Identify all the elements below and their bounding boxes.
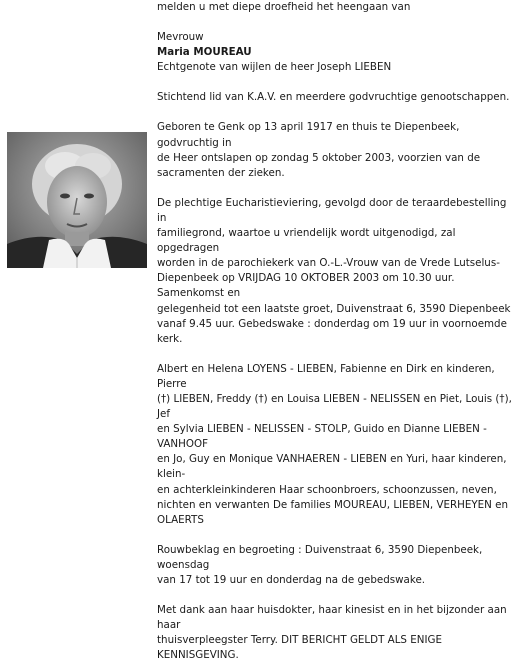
ceremony-paragraph [157,196,513,347]
thanks-line: thuisverpleegster Terry. DIT BERICHT GELDT ALS ENIGE KENNISGEVING. [157,634,442,662]
birth-paragraph [157,120,513,180]
family-line: en Jo, Guy en Monique VANHAEREN - LIEBEN en Yuri, haar kinderen, klein- [157,453,507,481]
ceremony-line: vanaf 9.45 uur. Gebedswake : donderdag om 19 uur in voornoemde kerk. [157,317,507,345]
family-line: Albert en Helena LOYENS - LIEBEN, Fabienne en Dirk en kinderen, Pierre [157,362,495,390]
family-paragraph [157,362,513,528]
condolence-line: van 17 tot 19 uur en donderdag na de gebedswake. [157,574,426,586]
salutation: Mevrouw [157,31,204,44]
portrait-photo [7,132,147,268]
family-line: nichten en verwanten De families MOUREAU, LIEBEN, VERHEYEN en [157,498,509,511]
birth-line: sacramenten der zieken. [157,166,285,179]
deceased-name: Maria MOUREAU [157,46,252,59]
ceremony-line: familiegrond, waartoe u vriendelijk wordt uitgenodigd, zal opgedragen [157,227,456,255]
founder-line: Stichtend lid van K.A.V. en meerdere godvruchtige genootschappen. [157,91,510,104]
family-line: (†) LIEBEN, Freddy (†) en Louisa LIEBEN - NELISSEN en Piet, Louis (†), Jef [157,392,512,421]
birth-line: de Heer ontslapen op zondag 5 oktober 2003, voorzien van de [157,151,481,164]
portrait-illustration [7,132,147,268]
thanks-paragraph [157,603,513,663]
condolence-paragraph [157,543,513,588]
birth-line: Geboren te Genk op 13 april 1917 en thuis te Diepenbeek, godvruchtig in [157,121,460,149]
ceremony-line: gelegenheid tot een laatste groet, Duivenstraat 6, 3590 Diepenbeek [157,302,511,315]
ceremony-line: worden in de parochiekerk van O.-L.-Vrouw van de Vrede Lutselus- [157,257,500,270]
ceremony-line: Diepenbeek op VRIJDAG 10 OKTOBER 2003 om 10.30 uur. Samenkomst en [157,272,455,300]
thanks-line: Met dank aan haar huisdokter, haar kinesist en in het bijzonder aan haar [157,604,507,632]
spouse-line: Echtgenote van wijlen de heer Joseph LIEBEN [157,61,392,74]
family-line: en Sylvia LIEBEN - NELISSEN - STOLP, Guido en Dianne LIEBEN - VANHOOF [157,423,487,451]
condolence-line: Rouwbeklag en begroeting : Duivenstraat 6, 3590 Diepenbeek, woensdag [157,543,483,571]
intro-line: melden u met diepe droefheid het heengaan van [157,1,411,13]
ceremony-line: De plechtige Eucharistieviering, gevolgd door de teraardebestelling in [157,196,507,224]
obituary-text [157,0,513,663]
family-line: OLAERTS [157,513,204,526]
family-line: en achterkleinkinderen Haar schoonbroers, schoonzussen, neven, [157,483,497,496]
